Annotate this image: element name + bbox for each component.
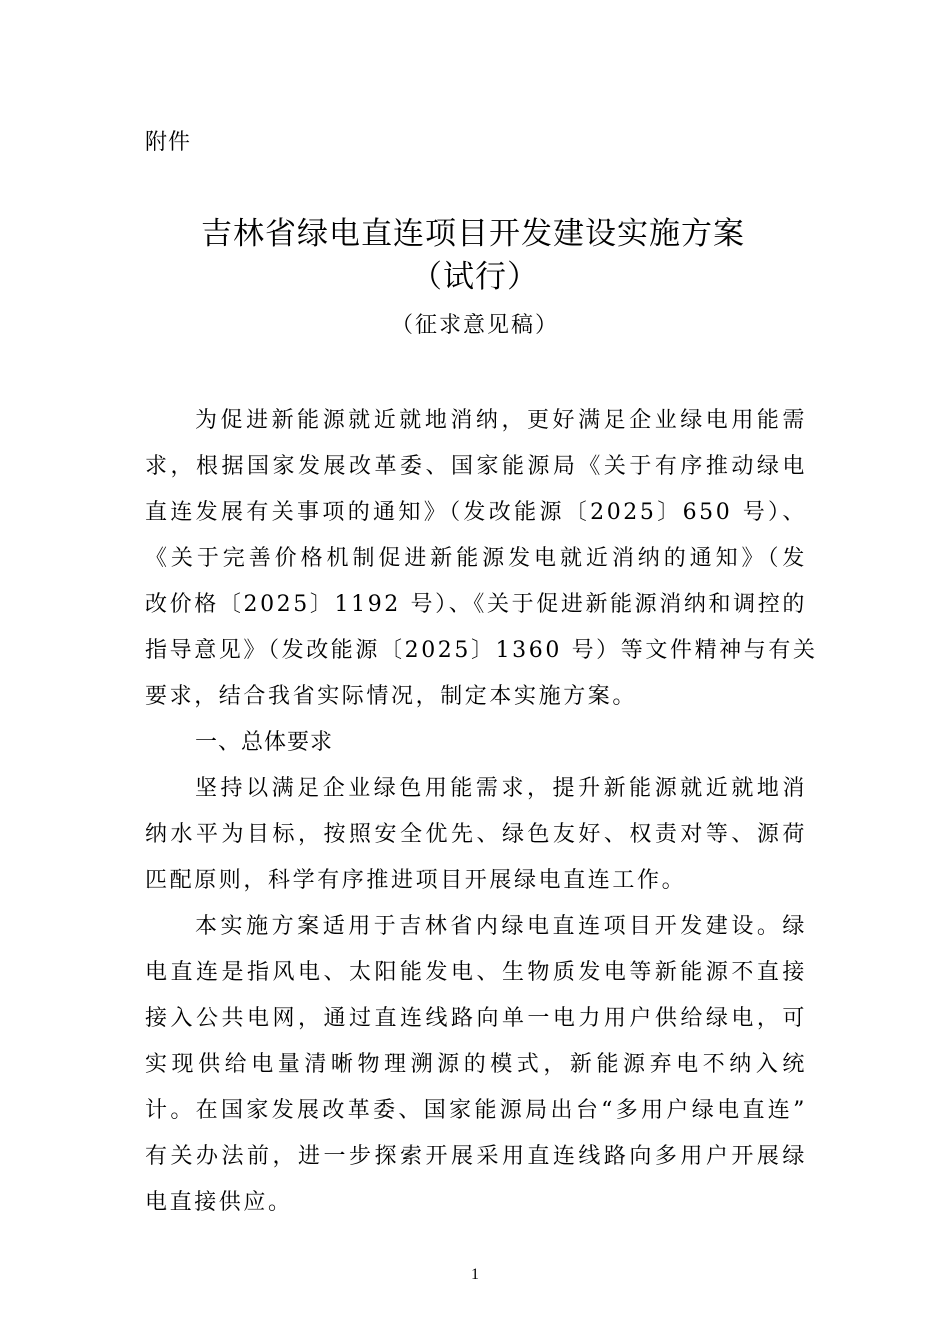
scope-paragraph	[145, 904, 807, 1226]
document-title-trial: （试行）	[411, 259, 539, 295]
attachment-label: 附件	[145, 130, 192, 155]
intro-line: 指导意见》（发改能源〔2025〕1360 号）等文件精神与有关	[145, 638, 818, 663]
intro-line: 为促进新能源就近就地消纳，更好满足企业绿电用能需	[195, 408, 807, 433]
paragraph-line: 纳水平为目标，按照安全优先、绿色友好、权责对等、源荷	[145, 822, 807, 847]
intro-line: 改价格〔2025〕1192 号）、《关于促进新能源消纳和调控的	[145, 592, 807, 617]
intro-line: 求，根据国家发展改革委、国家能源局《关于有序推动绿电	[145, 454, 807, 479]
paragraph-line: 电直接供应。	[145, 1190, 293, 1215]
document-body	[145, 398, 818, 1226]
draft-label: （征求意见稿）	[390, 313, 559, 338]
intro-line: 要求，结合我省实际情况，制定本实施方案。	[145, 684, 638, 709]
intro-line: 直连发展有关事项的通知》（发改能源〔2025〕650 号）、	[145, 500, 807, 525]
paragraph-line: 本实施方案适用于吉林省内绿电直连项目开发建设。绿	[195, 914, 807, 939]
paragraph-line: 电直连是指风电、太阳能发电、生物质发电等新能源不直接	[145, 960, 807, 985]
general-requirements-paragraph	[145, 766, 807, 904]
intro-line: 《关于完善价格机制促进新能源发电就近消纳的通知》（发	[145, 546, 807, 571]
paragraph-line: 实现供给电量清晰物理溯源的模式，新能源弃电不纳入统	[145, 1052, 807, 1077]
document-title: 吉林省绿电直连项目开发建设实施方案	[201, 216, 745, 252]
paragraph-line: 计。在国家发展改革委、国家能源局出台“多用户绿电直连”	[145, 1098, 807, 1123]
intro-paragraph	[145, 398, 818, 720]
paragraph-line: 坚持以满足企业绿色用能需求，提升新能源就近就地消	[195, 776, 807, 801]
page-number: 1	[471, 1266, 479, 1283]
section-heading-general-requirements: 一、总体要求	[195, 730, 334, 755]
paragraph-line: 接入公共电网，通过直连线路向单一电力用户供给绿电，可	[145, 1006, 807, 1031]
paragraph-line: 有关办法前，进一步探索开展采用直连线路向多用户开展绿	[145, 1144, 807, 1169]
paragraph-line: 匹配原则，科学有序推进项目开展绿电直连工作。	[145, 868, 687, 893]
